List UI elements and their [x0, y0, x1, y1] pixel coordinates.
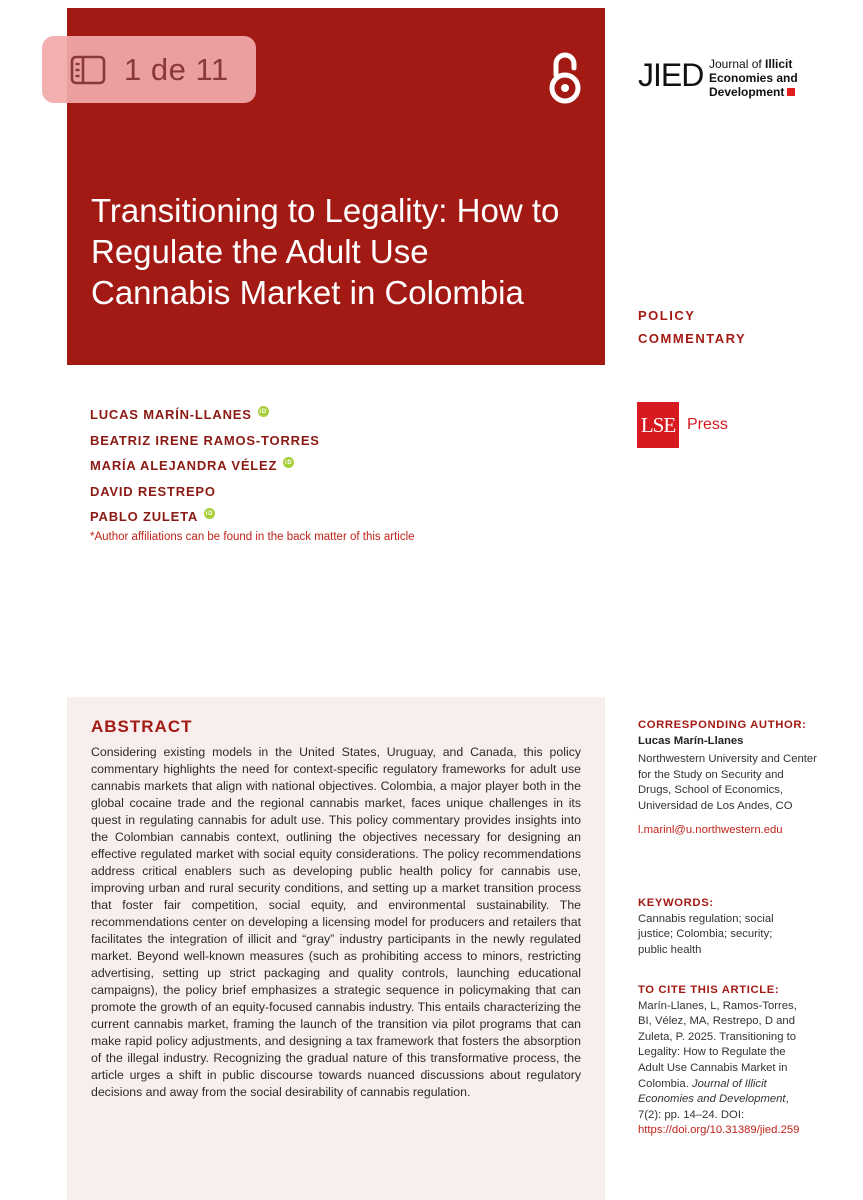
corresponding-author-heading: CORRESPONDING AUTHOR: — [638, 719, 807, 731]
article-title: Transitioning to Legality: How to Regulate the Adult Use Cannabis Market in Colombia — [91, 192, 560, 311]
citation-text-part: Marín-Llanes, L, Ramos-Torres, BI, Vélez, MA, Restrepo, D and Zuleta, P. 2025. Transitioning to Legality: How to Regulate the Adult Use Cannabis Market in Colombia. — [638, 999, 797, 1090]
publisher-label: Press — [687, 416, 728, 433]
article-type-line2: COMMENTARY — [638, 331, 747, 346]
article-type-line1: POLICY — [638, 308, 696, 323]
author-name[interactable] — [90, 504, 320, 530]
abstract-text: Considering existing models in the United States, Uruguay, and Canada, this policy commentary highlights the need for context-specific regulatory frameworks for adult use cannabis markets that align with national objectives. Colombia, a major player both in the global cocaine trade and the regional cannabis market, faces unique challenges in its quest in regulating cannabis for adult use. This policy commentary provides insights into the Colombian cannabis context, outlining the objectives necessary for designing an effective regulated market with social equity considerations. The policy recommendations address critical enablers such as developing public health policy for cannabis use, improving urban and rural security conditions, and setting up a market transition process that foster fair competition, social equity, and environmental sustainability. The recommendations center on developing a licensing model for producers and retailers that facilitates the integration of illicit and “gray” industry participants in the newly regulated market. Beyond well-known measures (such as prohibiting access to minors, restricting advertising, setting up strict packaging and quality controls, launching educational campaigns), the policy brief emphasizes a strategic sequence in policymaking that can promote the growth of an equity-focused cannabis industry. This entails characterizing the current cannabis market, framing the launch of the transition via pilot programs that can make rapid policy adjustments, and designing a tax framework that fosters the absorption of the illegal industry. Recognizing the gradual nature of this transformative process, the article urges a shift in public discourse towards nuanced discussions about regulatory decisions and away from the social desirability of cannabis regulation. — [91, 745, 581, 1099]
publisher-logo-box: LSE — [637, 402, 679, 448]
orcid-icon[interactable]: iD — [204, 508, 215, 519]
citation-block — [638, 983, 838, 1139]
author-name-text: MARÍA ALEJANDRA VÉLEZ — [90, 458, 278, 474]
author-name — [90, 479, 320, 505]
journal-name — [709, 57, 798, 99]
page-indicator[interactable] — [42, 36, 256, 103]
author-name-text: DAVID RESTREPO — [90, 483, 216, 499]
abstract-heading: ABSTRACT — [91, 717, 193, 736]
journal-logo-square — [787, 88, 795, 96]
citation-text — [638, 999, 810, 1139]
author-name-text: BEATRIZ IRENE RAMOS-TORRES — [90, 432, 320, 448]
orcid-icon[interactable]: iD — [283, 457, 294, 468]
author-name[interactable] — [90, 453, 320, 479]
article-type — [638, 304, 746, 350]
keywords-heading: KEYWORDS: — [638, 897, 714, 909]
open-access-icon — [545, 48, 585, 106]
page-thumbnails-icon — [70, 55, 106, 85]
affiliation-note: *Author affiliations can be found in the back matter of this article — [90, 531, 415, 543]
author-list — [90, 402, 320, 530]
journal-name-line2: Economies and — [709, 71, 798, 85]
orcid-icon[interactable]: iD — [258, 406, 269, 417]
author-name[interactable] — [90, 402, 320, 428]
corresponding-author-affiliation: Northwestern University and Center for the Study on Security and Drugs, School of Economics, Universidad de Los Andes, CO — [638, 753, 817, 812]
corresponding-author-block — [638, 718, 838, 838]
keywords-block — [638, 896, 838, 958]
journal-acronym: JIED — [638, 57, 704, 93]
author-name-text: PABLO ZULETA — [90, 509, 199, 525]
corresponding-author-name: Lucas Marín-Llanes — [638, 734, 744, 747]
author-name-text: LUCAS MARÍN-LLANES — [90, 407, 252, 423]
citation-doi-link[interactable]: https://doi.org/10.31389/jied.259 — [638, 1124, 800, 1137]
journal-name-part: Journal of — [709, 57, 766, 71]
author-name — [90, 428, 320, 454]
keywords-text: Cannabis regulation; social justice; Colombia; security; public health — [638, 912, 774, 956]
corresponding-author-email[interactable]: l.marinl@u.northwestern.edu — [638, 823, 783, 836]
page-indicator-text: 1 de 11 — [124, 51, 229, 87]
citation-text-part: , 7(2): pp. 14–24. DOI: — [638, 1093, 789, 1121]
publisher-logo — [637, 402, 728, 448]
abstract-section — [67, 697, 605, 1200]
citation-heading: TO CITE THIS ARTICLE: — [638, 984, 780, 996]
journal-logo — [638, 55, 808, 101]
journal-name-bold: Illicit — [765, 57, 793, 71]
citation-journal: Journal of Illicit Economies and Development — [638, 1077, 786, 1106]
journal-name-line3: Development — [709, 85, 785, 99]
